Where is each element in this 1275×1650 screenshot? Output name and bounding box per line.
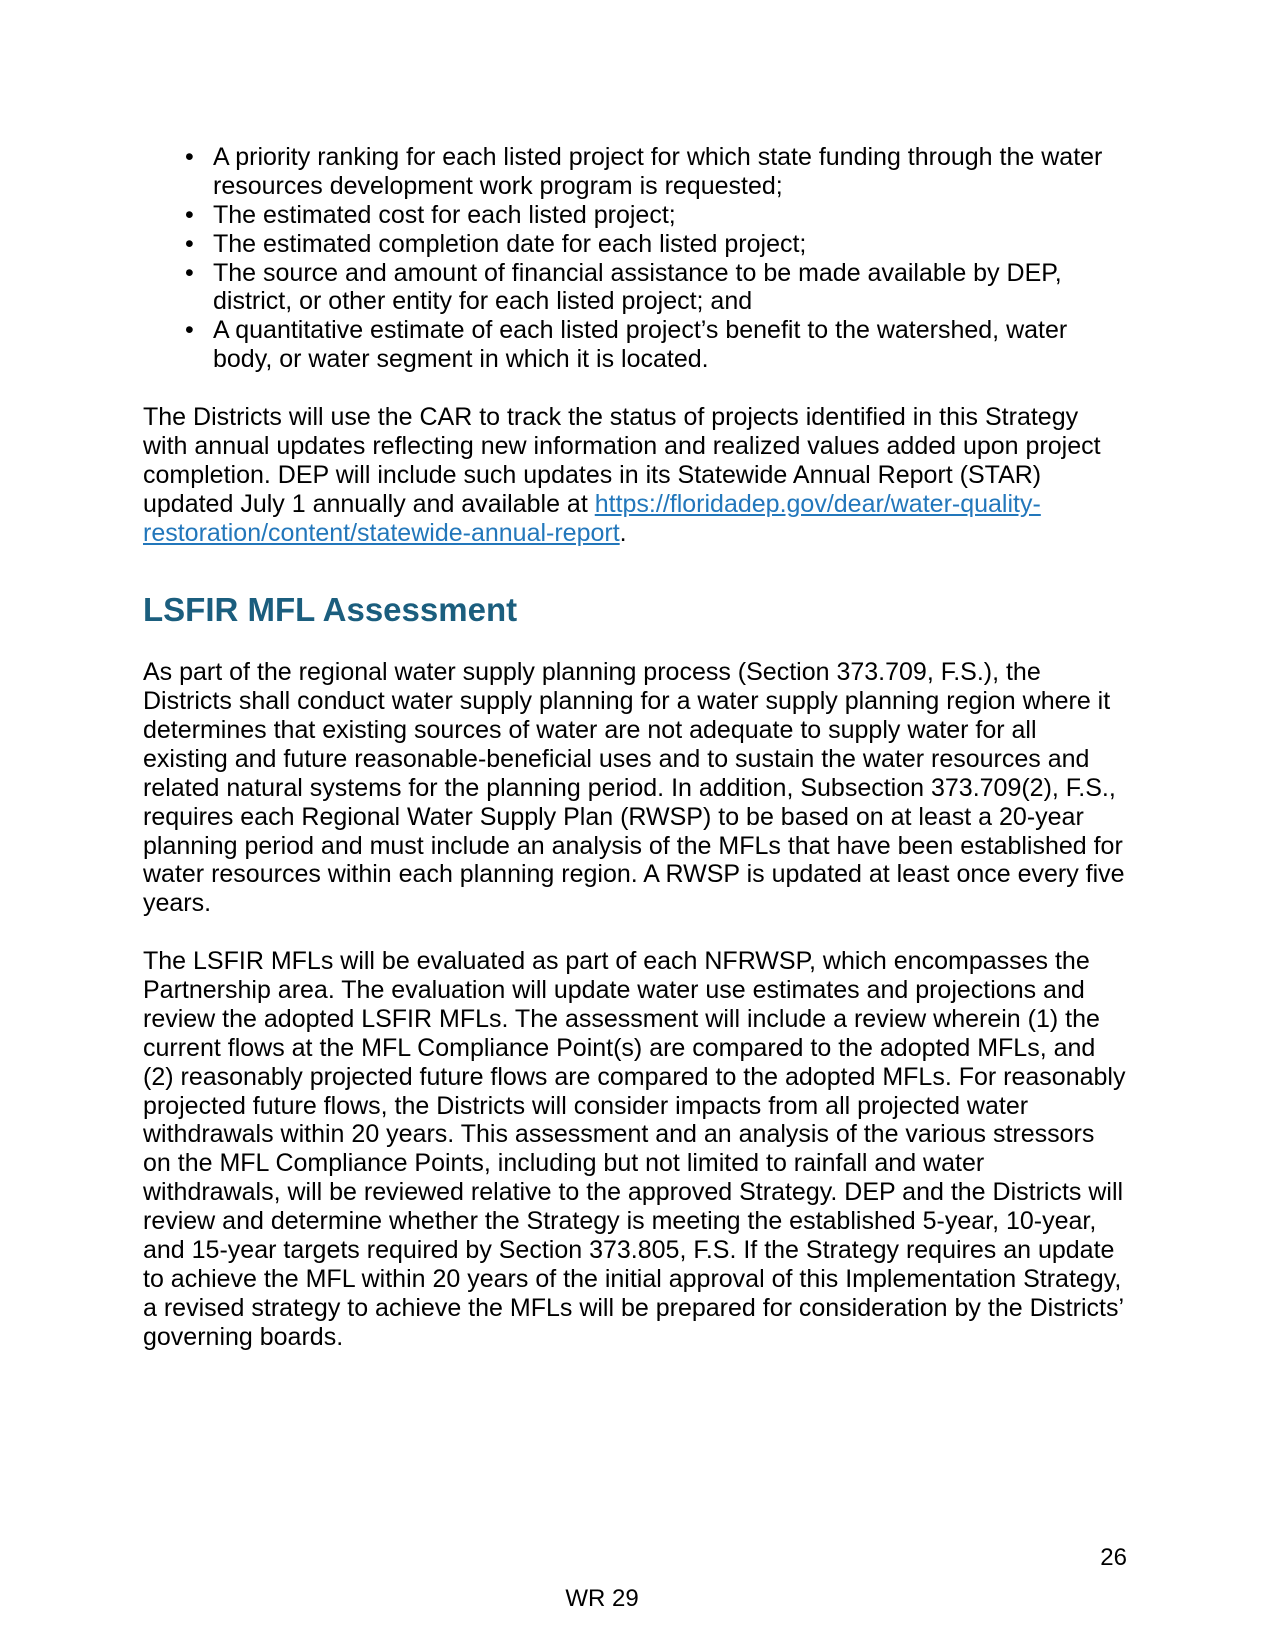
list-item-text: A priority ranking for each listed project for which state funding through the water resources development work program is requested;: [213, 143, 1103, 200]
content-area: [143, 143, 1128, 1351]
list-item: [143, 230, 1128, 259]
bullet-list: [143, 143, 1128, 374]
list-item: [143, 316, 1128, 374]
paragraph-text: .: [619, 518, 627, 547]
bullet-icon: •: [185, 258, 194, 287]
bullet-icon: •: [185, 200, 194, 229]
list-item-text: The estimated cost for each listed project;: [213, 200, 676, 229]
paragraph-rwsp-planning: As part of the regional water supply planning process (Section 373.709, F.S.), the Districts shall conduct water supply planning for a water supply planning region where it determines that existing sources of water are not adequate to supply water for all existing and future reasonable-beneficial uses and to sustain the water resources and related natural systems for the planning period. In addition, Subsection 373.709(2), F.S., requires each Regional Water Supply Plan (RWSP) to be based on at least a 20-year planning period and must include an analysis of the MFLs that have been established for water resources within each planning region. A RWSP is updated at least once every five years.: [143, 658, 1125, 918]
bullet-icon: •: [185, 229, 194, 258]
list-item: [143, 259, 1128, 317]
page-number: 26: [1100, 1544, 1127, 1571]
paragraph-mfl-evaluation: The LSFIR MFLs will be evaluated as part of each NFRWSP, which encompasses the Partnership area. The evaluation will update water use estimates and projections and review the adopted LSFIR MFLs. The assessment will include a review wherein (1) the current flows at the MFL Compliance Point(s) are compared to the adopted MFLs, and (2) reasonably projected future flows are compared to the adopted MFLs. For reasonably projected future flows, the Districts will consider impacts from all projected water withdrawals within 20 years. This assessment and an analysis of the various stressors on the MFL Compliance Points, including but not limited to rainfall and water withdrawals, will be reviewed relative to the approved Strategy. DEP and the Districts will review and determine whether the Strategy is meeting the established 5-year, 10-year, and 15-year targets required by Section 373.805, F.S. If the Strategy requires an update to achieve the MFL within 20 years of the initial approval of this Implementation Strategy, a revised strategy to achieve the MFLs will be prepared for consideration by the Districts’ governing boards.: [143, 947, 1126, 1351]
list-item-text: A quantitative estimate of each listed project’s benefit to the watershed, water body, or water segment in which it is located.: [213, 316, 1068, 374]
list-item: [143, 201, 1128, 230]
section-heading-lsfir-mfl-assessment: LSFIR MFL Assessment: [143, 591, 518, 629]
bullet-icon: •: [185, 316, 194, 345]
list-item: [143, 143, 1128, 201]
list-item-text: The estimated completion date for each listed project;: [213, 229, 807, 258]
statewide-annual-report-link[interactable]: https://floridadep.gov/dear/water-quality-restoration/content/statewide-annual-report: [143, 489, 1041, 547]
paragraph-car-report: [143, 403, 1128, 547]
list-item-text: The source and amount of financial assistance to be made available by DEP, district, or other entity for each listed project; and: [213, 258, 1062, 316]
bullet-icon: •: [185, 143, 194, 171]
footer-doc-number: WR 29: [565, 1585, 639, 1612]
paragraph-text: The Districts will use the CAR to track the status of projects identified in this Strategy with annual updates reflecting new information and realized values added upon project completion. DEP will include such updates in its Statewide Annual Report (STAR) updated July 1 annually and available at: [143, 403, 1101, 518]
